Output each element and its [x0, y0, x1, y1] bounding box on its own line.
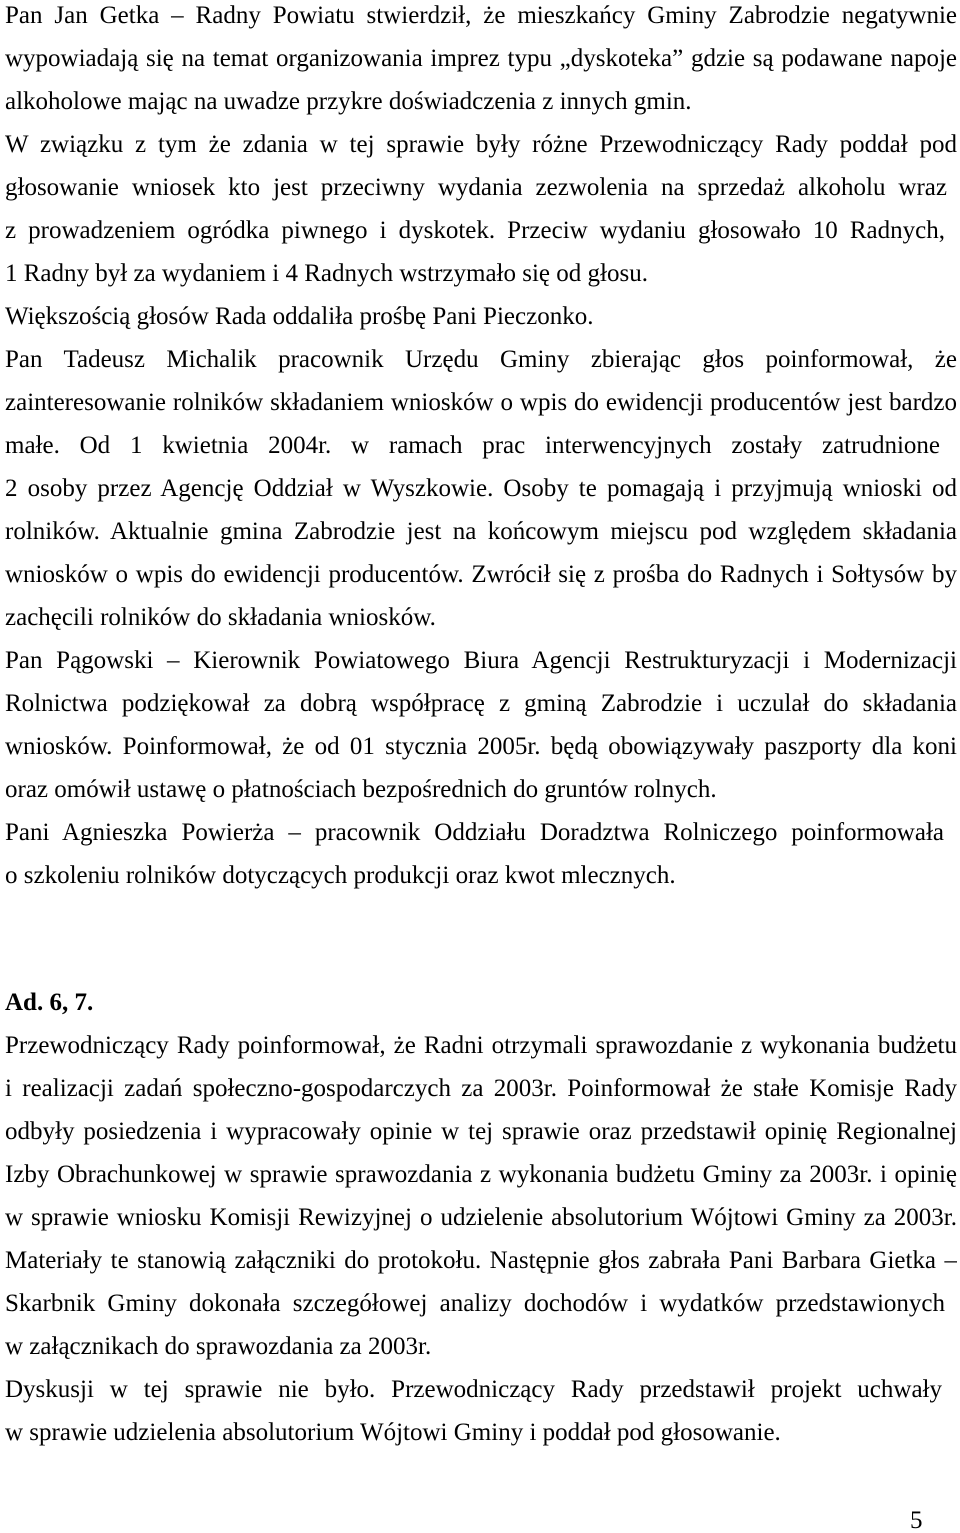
paragraph: [5, 639, 957, 811]
text-line: W związku z tym że zdania w tej sprawie były różne Przewodniczący Rady poddał pod: [5, 131, 957, 158]
paragraph: [5, 123, 957, 295]
text-line: Izby Obrachunkowej w sprawie sprawozdania z wykonania budżetu Gminy za 2003r. i opinię: [5, 1161, 957, 1188]
paragraph: [5, 295, 957, 338]
text-line: wypowiadają się na temat organizowania imprez typu „dyskoteka” gdzie są podawane napoje: [5, 45, 957, 72]
paragraph: [5, 811, 957, 897]
text-line: głosowanie wniosek kto jest przeciwny wydania zezwolenia na sprzedaż alkoholu wraz: [5, 174, 947, 201]
text-line: rolników. Aktualnie gmina Zabrodzie jest na końcowym miejscu pod względem składania: [5, 518, 957, 545]
text-line: w sprawie wniosku Komisji Rewizyjnej o udzielenie absolutorium Wójtowi Gminy za 2003r.: [5, 1204, 957, 1231]
text-line: odbyły posiedzenia i wypracowały opinie w tej sprawie oraz przedstawił opinię Regionalnej: [5, 1118, 957, 1145]
text-line: w sprawie udzielenia absolutorium Wójtowi Gminy i poddał pod głosowanie.: [5, 1419, 781, 1446]
paragraph: [5, 0, 957, 123]
text-line: Rolnictwa podziękował za dobrą współpracę z gminą Zabrodzie i uczulał do składania: [5, 690, 957, 717]
text-line: i realizacji zadań społeczno-gospodarczych za 2003r. Poinformował że stałe Komisje Rady: [5, 1075, 957, 1102]
paragraph: [5, 1368, 957, 1454]
section-2: [5, 981, 957, 1454]
text-line: 1 Radny był za wydaniem i 4 Radnych wstrzymało się od głosu.: [5, 260, 648, 287]
text-line: 2 osoby przez Agencję Oddział w Wyszkowie. Osoby te pomagają i przyjmują wnioski od: [5, 475, 957, 502]
text-line: wniosków. Poinformował, że od 01 stycznia 2005r. będą obowiązywały paszporty dla koni: [5, 733, 957, 760]
text-line: Pani Agnieszka Powierża – pracownik Oddziału Doradztwa Rolniczego poinformowała: [5, 819, 944, 846]
text-line: zainteresowanie rolników składaniem wniosków o wpis do ewidencji producentów jest bardzo: [5, 389, 957, 416]
text-line: Dyskusji w tej sprawie nie było. Przewodniczący Rady przedstawił projekt uchwały: [5, 1376, 942, 1403]
text-line: w załącznikach do sprawozdania za 2003r.: [5, 1333, 432, 1360]
text-line: Skarbnik Gminy dokonała szczegółowej analizy dochodów i wydatków przedstawionych: [5, 1290, 945, 1317]
text-line: małe. Od 1 kwietnia 2004r. w ramach prac interwencyjnych zostały zatrudnione: [5, 432, 940, 459]
text-line: alkoholowe mając na uwadze przykre doświadczenia z innych gmin.: [5, 88, 692, 115]
section-1: [5, 0, 957, 897]
text-line: z prowadzeniem ogródka piwnego i dyskotek. Przeciw wydaniu głosowało 10 Radnych,: [5, 217, 945, 244]
paragraph: [5, 1024, 957, 1368]
text-line: Przewodniczący Rady poinformował, że Radni otrzymali sprawozdanie z wykonania budżetu: [5, 1032, 957, 1059]
text-line: Większością głosów Rada oddaliła prośbę Pani Pieczonko.: [5, 303, 594, 330]
text-line: Pan Tadeusz Michalik pracownik Urzędu Gminy zbierając głos poinformował, że: [5, 346, 957, 373]
text-line: Pan Pągowski – Kierownik Powiatowego Biura Agencji Restrukturyzacji i Modernizacji: [5, 647, 957, 674]
text-line: o szkoleniu rolników dotyczących produkcji oraz kwot mlecznych.: [5, 862, 676, 889]
text-line: Pan Jan Getka – Radny Powiatu stwierdził, że mieszkańcy Gminy Zabrodzie negatywnie: [5, 2, 957, 29]
paragraph: [5, 338, 957, 639]
text-line: wniosków o wpis do ewidencji producentów. Zwrócił się z prośba do Radnych i Sołtysów by: [5, 561, 957, 588]
text-line: Materiały te stanowią załączniki do protokołu. Następnie głos zabrała Pani Barbara Gietka –: [5, 1247, 957, 1274]
text-line: zachęcili rolników do składania wniosków.: [5, 604, 436, 631]
page-number: 5: [910, 1507, 923, 1533]
text-line: oraz omówił ustawę o płatnościach bezpośrednich do gruntów rolnych.: [5, 776, 717, 803]
section-heading: Ad. 6, 7.: [5, 989, 94, 1016]
